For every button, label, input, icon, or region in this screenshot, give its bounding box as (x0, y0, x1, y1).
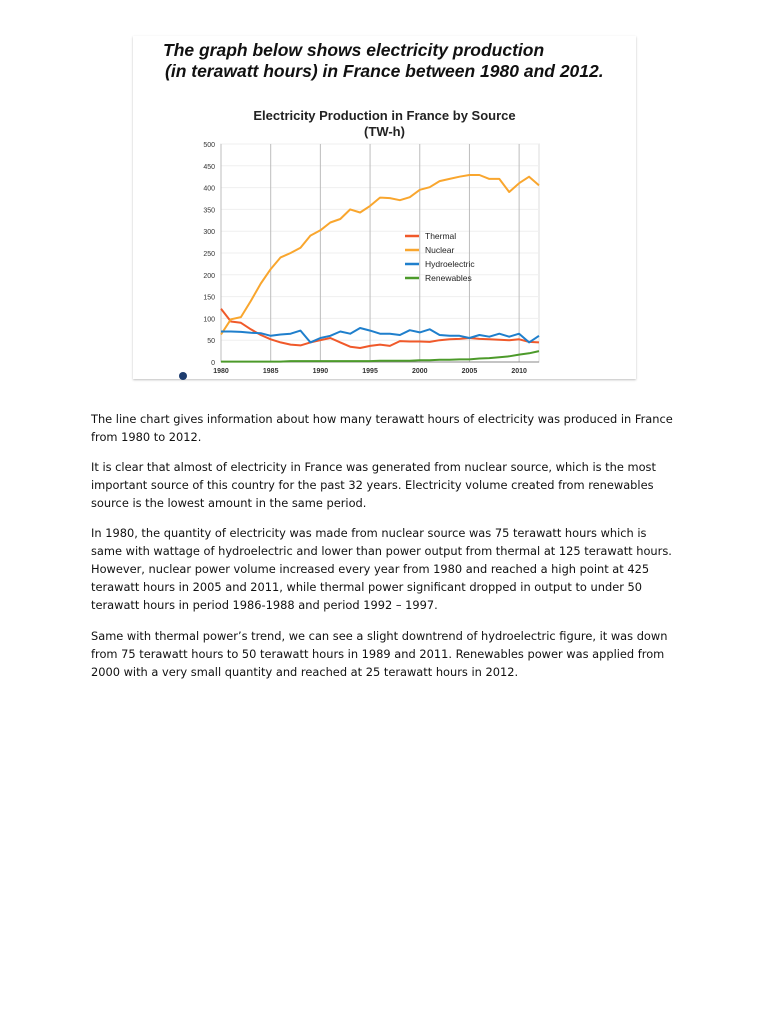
y-tick-label: 300 (203, 229, 215, 237)
paragraph-4: Same with thermal power’s trend, we can see a slight downtrend of hydroelectric figure, it was down from 75 terawatt hours to 50 terawatt hours in 1989 and 2011. Renewables power was applied from 2000 with a very small quantity and reached at 25 terawatt hours in 2012. (91, 629, 668, 679)
legend-label-hydroelectric: Hydroelectric (425, 259, 475, 269)
y-tick-label: 500 (203, 142, 215, 149)
y-tick-label: 50 (207, 338, 215, 346)
paragraph-3: In 1980, the quantity of electricity was made from nuclear source was 75 terawatt hours which is same with wattage of hydroelectric and lower than power output from thermal at 125 terawatt hours. However, nuclear power volume increased every year from 1980 and reached a high point at 425 terawatt hours in 2005 and 2011, while thermal power significant dropped in output to under 50 terawatt hours in period 1986-1988 and period 1992 – 1997. (91, 526, 672, 612)
y-tick-label: 100 (203, 316, 215, 324)
header-line-1: The graph below shows electricity production (163, 40, 545, 60)
paragraph-2: It is clear that almost of electricity in France was generated from nuclear source, which is the most important source of this country for the past 32 years. Electricity volume created from renewables source is the lowest amount in the same period. (91, 460, 656, 510)
paragraph-1: The line chart gives information about how many terawatt hours of electricity was produced in France from 1980 to 2012. (91, 412, 673, 444)
x-tick-label: 1990 (312, 368, 329, 375)
y-tick-label: 450 (203, 163, 215, 171)
chart-title-line-2: (TW-h) (364, 124, 405, 139)
bullet-dot (179, 372, 187, 380)
y-tick-label: 0 (211, 360, 215, 367)
y-tick-label: 250 (203, 251, 215, 258)
chart-title-line-1: Electricity Production in France by Source (253, 108, 516, 123)
x-tick-label: 1995 (362, 368, 378, 375)
x-tick-label: 2005 (461, 368, 478, 375)
line-chart (133, 36, 636, 379)
y-tick-label: 200 (203, 272, 215, 280)
x-tick-label: 1985 (262, 368, 279, 375)
x-tick-label: 2000 (411, 368, 428, 375)
legend-label-thermal: Thermal (425, 231, 457, 241)
x-tick-label: 1980 (213, 368, 229, 375)
y-tick-label: 150 (203, 294, 215, 302)
y-tick-label: 400 (203, 185, 215, 193)
header-line-2: (in terawatt hours) in France between 1980 and 2012. (165, 61, 604, 81)
legend-label-nuclear: Nuclear (425, 245, 455, 255)
y-tick-label: 350 (203, 207, 215, 215)
x-tick-label: 2010 (511, 368, 527, 375)
chart-figure (133, 36, 636, 379)
legend-label-renewables: Renewables (425, 273, 472, 283)
